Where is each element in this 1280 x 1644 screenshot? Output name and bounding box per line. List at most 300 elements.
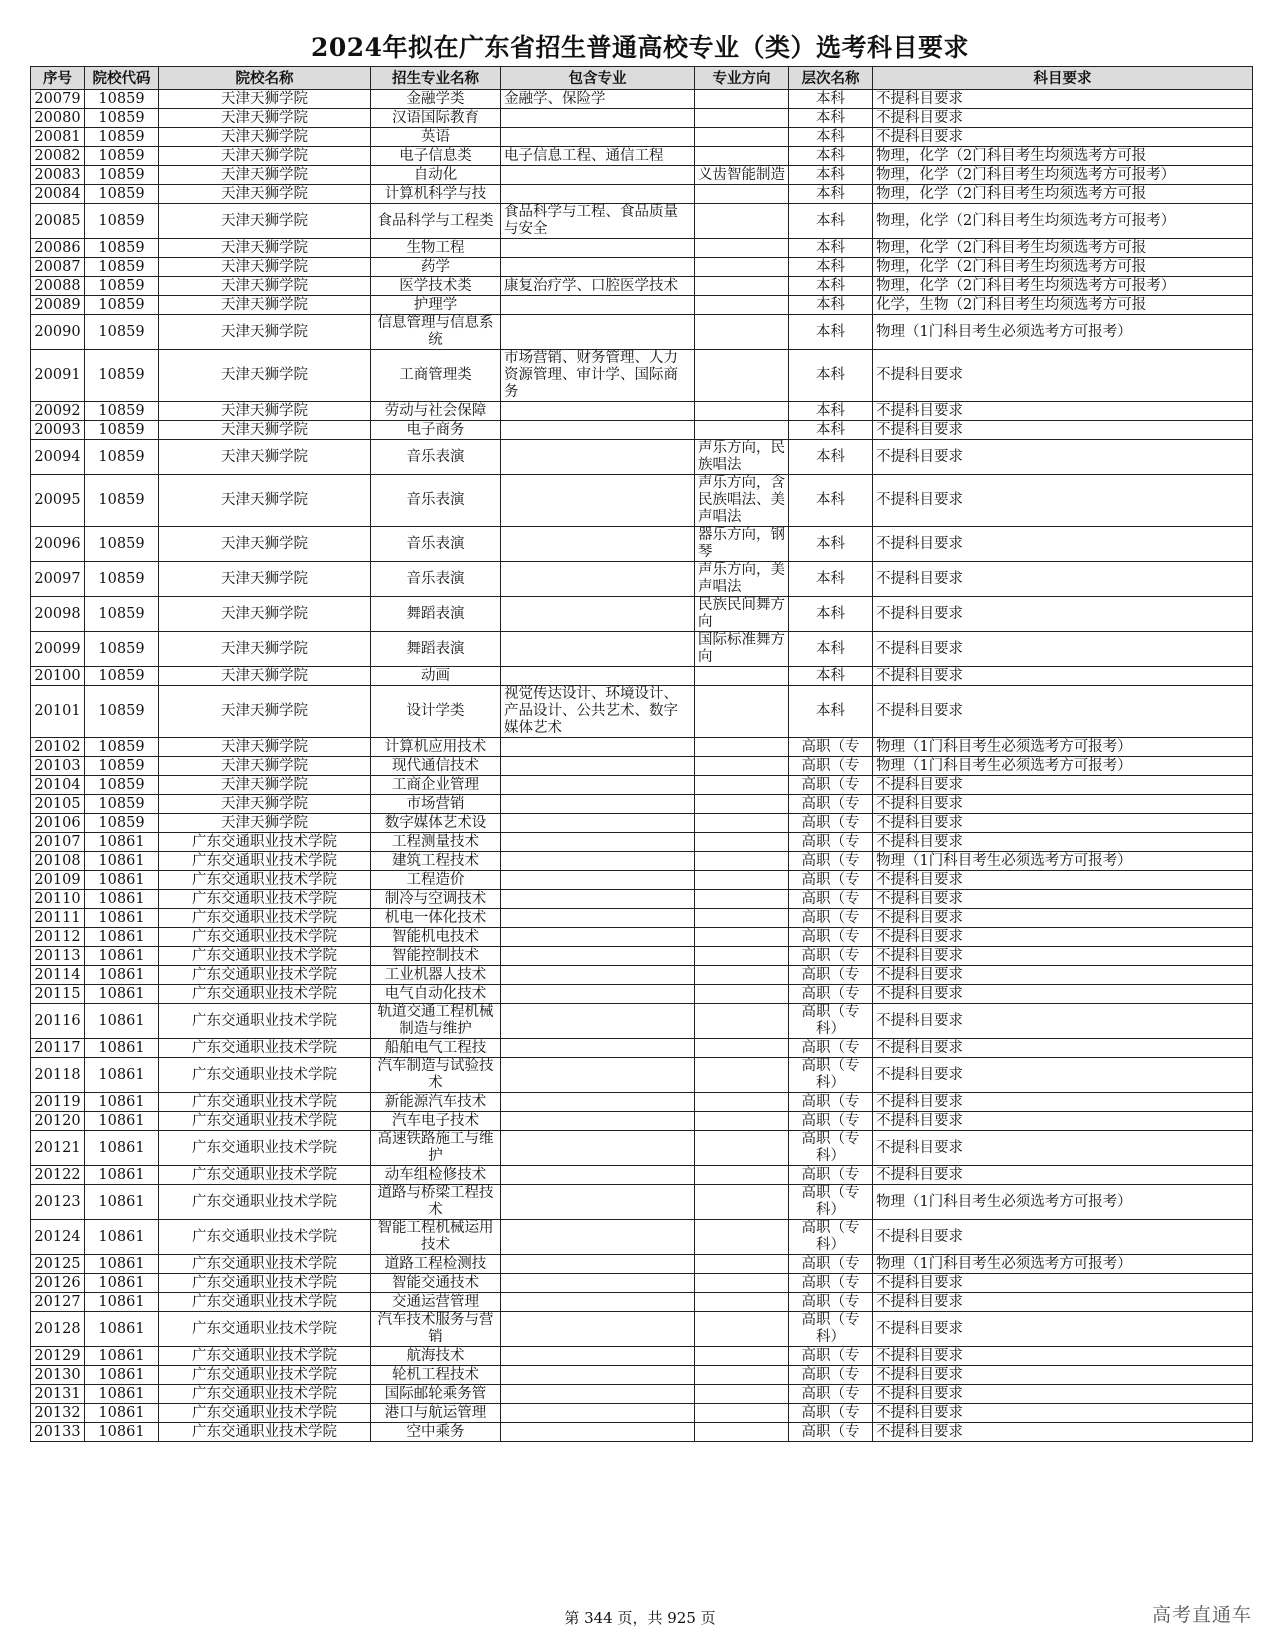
cell-major-name: 护理学	[371, 296, 501, 315]
cell-level: 本科	[789, 239, 873, 258]
cell-school-code: 10859	[85, 350, 159, 402]
cell-subject-req: 物理，化学（2门科目考生均须选考方可报	[873, 147, 1253, 166]
cell-school-name: 天津天狮学院	[159, 421, 371, 440]
cell-major-name: 音乐表演	[371, 440, 501, 475]
cell-direction	[695, 966, 789, 985]
cell-subject-req: 不提科目要求	[873, 890, 1253, 909]
cell-seq: 20125	[31, 1255, 85, 1274]
cell-level: 高职（专	[789, 985, 873, 1004]
cell-school-name: 天津天狮学院	[159, 128, 371, 147]
cell-school-name: 天津天狮学院	[159, 90, 371, 109]
cell-major-name: 汽车技术服务与营销	[371, 1312, 501, 1347]
cell-major-name: 动画	[371, 667, 501, 686]
cell-school-name: 广东交通职业技术学院	[159, 1423, 371, 1442]
cell-major-name: 计算机应用技术	[371, 738, 501, 757]
cell-school-name: 天津天狮学院	[159, 109, 371, 128]
cell-direction	[695, 757, 789, 776]
table-row	[31, 632, 1253, 667]
cell-school-code: 10861	[85, 966, 159, 985]
cell-seq: 20084	[31, 185, 85, 204]
cell-subject-req: 物理，化学（2门科目考生均须选考方可报考）	[873, 277, 1253, 296]
cell-direction	[695, 667, 789, 686]
cell-included-majors	[501, 185, 695, 204]
cell-level: 高职（专	[789, 776, 873, 795]
cell-school-name: 广东交通职业技术学院	[159, 1112, 371, 1131]
table-row	[31, 350, 1253, 402]
cell-level: 本科	[789, 475, 873, 527]
cell-included-majors	[501, 909, 695, 928]
cell-major-name: 港口与航运管理	[371, 1404, 501, 1423]
cell-school-name: 天津天狮学院	[159, 204, 371, 239]
cell-included-majors	[501, 776, 695, 795]
cell-included-majors	[501, 1166, 695, 1185]
cell-school-code: 10861	[85, 1404, 159, 1423]
cell-seq: 20087	[31, 258, 85, 277]
cell-school-name: 广东交通职业技术学院	[159, 1185, 371, 1220]
cell-included-majors	[501, 1423, 695, 1442]
cell-seq: 20121	[31, 1131, 85, 1166]
cell-major-name: 汽车制造与试验技术	[371, 1058, 501, 1093]
cell-school-code: 10861	[85, 1039, 159, 1058]
table-row	[31, 1220, 1253, 1255]
table-row	[31, 562, 1253, 597]
table-row	[31, 1347, 1253, 1366]
cell-school-code: 10861	[85, 890, 159, 909]
cell-major-name: 市场营销	[371, 795, 501, 814]
cell-direction	[695, 90, 789, 109]
cell-level: 高职（专	[789, 757, 873, 776]
cell-subject-req: 化学，生物（2门科目考生均须选考方可报	[873, 296, 1253, 315]
cell-included-majors	[501, 985, 695, 1004]
cell-seq: 20097	[31, 562, 85, 597]
cell-school-code: 10861	[85, 1366, 159, 1385]
cell-major-name: 医学技术类	[371, 277, 501, 296]
cell-major-name: 生物工程	[371, 239, 501, 258]
col-header-included-majors: 包含专业	[501, 67, 695, 90]
cell-seq: 20110	[31, 890, 85, 909]
cell-school-code: 10861	[85, 1131, 159, 1166]
cell-subject-req: 不提科目要求	[873, 1112, 1253, 1131]
cell-direction	[695, 1166, 789, 1185]
cell-school-code: 10861	[85, 909, 159, 928]
cell-subject-req: 物理，化学（2门科目考生均须选考方可报考）	[873, 204, 1253, 239]
cell-included-majors	[501, 239, 695, 258]
cell-included-majors	[501, 258, 695, 277]
cell-subject-req: 物理，化学（2门科目考生均须选考方可报考）	[873, 166, 1253, 185]
cell-included-majors	[501, 1185, 695, 1220]
cell-school-name: 广东交通职业技术学院	[159, 947, 371, 966]
cell-school-code: 10859	[85, 166, 159, 185]
cell-school-code: 10861	[85, 1312, 159, 1347]
cell-level: 高职（专	[789, 1255, 873, 1274]
cell-level: 本科	[789, 258, 873, 277]
table-row	[31, 1312, 1253, 1347]
cell-level: 本科	[789, 440, 873, 475]
table-row	[31, 1112, 1253, 1131]
cell-level: 本科	[789, 128, 873, 147]
cell-included-majors	[501, 1058, 695, 1093]
table-row	[31, 985, 1253, 1004]
cell-included-majors: 市场营销、财务管理、人力资源管理、审计学、国际商务	[501, 350, 695, 402]
cell-direction	[695, 1423, 789, 1442]
cell-major-name: 设计学类	[371, 686, 501, 738]
cell-included-majors	[501, 1093, 695, 1112]
cell-subject-req: 物理（1门科目考生必须选考方可报考）	[873, 315, 1253, 350]
table-row	[31, 852, 1253, 871]
cell-level: 高职（专科）	[789, 1312, 873, 1347]
cell-level: 高职（专科）	[789, 1058, 873, 1093]
cell-direction	[695, 890, 789, 909]
cell-school-name: 天津天狮学院	[159, 814, 371, 833]
cell-major-name: 数字媒体艺术设	[371, 814, 501, 833]
cell-school-code: 10861	[85, 1423, 159, 1442]
cell-direction	[695, 277, 789, 296]
cell-direction	[695, 814, 789, 833]
cell-level: 高职（专	[789, 852, 873, 871]
table-row	[31, 128, 1253, 147]
cell-school-code: 10859	[85, 421, 159, 440]
cell-subject-req: 不提科目要求	[873, 597, 1253, 632]
cell-subject-req: 不提科目要求	[873, 1312, 1253, 1347]
cell-seq: 20099	[31, 632, 85, 667]
cell-direction	[695, 1255, 789, 1274]
cell-direction	[695, 852, 789, 871]
cell-included-majors	[501, 109, 695, 128]
cell-school-name: 广东交通职业技术学院	[159, 833, 371, 852]
cell-included-majors	[501, 1220, 695, 1255]
page-footer: 第 344 页，共 925 页	[564, 1609, 716, 1627]
table-row	[31, 1274, 1253, 1293]
cell-direction	[695, 871, 789, 890]
cell-direction	[695, 1185, 789, 1220]
cell-school-name: 广东交通职业技术学院	[159, 1004, 371, 1039]
cell-school-name: 广东交通职业技术学院	[159, 1385, 371, 1404]
cell-subject-req: 不提科目要求	[873, 966, 1253, 985]
cell-subject-req: 不提科目要求	[873, 1166, 1253, 1185]
cell-subject-req: 不提科目要求	[873, 109, 1253, 128]
cell-school-code: 10859	[85, 632, 159, 667]
cell-included-majors	[501, 947, 695, 966]
cell-seq: 20101	[31, 686, 85, 738]
cell-school-code: 10861	[85, 1255, 159, 1274]
cell-included-majors: 视觉传达设计、环境设计、产品设计、公共艺术、数字媒体艺术	[501, 686, 695, 738]
cell-school-code: 10861	[85, 947, 159, 966]
cell-level: 本科	[789, 166, 873, 185]
cell-major-name: 智能交通技术	[371, 1274, 501, 1293]
cell-school-name: 天津天狮学院	[159, 239, 371, 258]
cell-level: 高职（专	[789, 795, 873, 814]
table-row	[31, 1404, 1253, 1423]
cell-major-name: 舞蹈表演	[371, 597, 501, 632]
cell-major-name: 建筑工程技术	[371, 852, 501, 871]
cell-level: 高职（专	[789, 1366, 873, 1385]
cell-direction: 器乐方向，钢琴	[695, 527, 789, 562]
cell-included-majors	[501, 928, 695, 947]
brand-watermark: 高考直通车	[1151, 1604, 1252, 1626]
cell-school-code: 10859	[85, 776, 159, 795]
cell-school-name: 天津天狮学院	[159, 147, 371, 166]
cell-level: 高职（专	[789, 1404, 873, 1423]
table-header-row	[31, 67, 1253, 90]
table-row	[31, 527, 1253, 562]
cell-major-name: 劳动与社会保障	[371, 402, 501, 421]
cell-included-majors	[501, 315, 695, 350]
cell-major-name: 智能机电技术	[371, 928, 501, 947]
cell-level: 高职（专	[789, 928, 873, 947]
cell-seq: 20096	[31, 527, 85, 562]
cell-level: 高职（专	[789, 1093, 873, 1112]
cell-school-code: 10861	[85, 852, 159, 871]
col-header-school-name: 院校名称	[159, 67, 371, 90]
cell-direction	[695, 1366, 789, 1385]
cell-school-code: 10861	[85, 1004, 159, 1039]
cell-school-code: 10859	[85, 109, 159, 128]
cell-school-name: 广东交通职业技术学院	[159, 1093, 371, 1112]
cell-included-majors	[501, 852, 695, 871]
cell-included-majors	[501, 1347, 695, 1366]
cell-direction	[695, 776, 789, 795]
cell-subject-req: 不提科目要求	[873, 871, 1253, 890]
cell-school-code: 10859	[85, 597, 159, 632]
cell-subject-req: 不提科目要求	[873, 475, 1253, 527]
cell-major-name: 电气自动化技术	[371, 985, 501, 1004]
cell-included-majors	[501, 871, 695, 890]
cell-included-majors	[501, 966, 695, 985]
cell-school-name: 广东交通职业技术学院	[159, 1255, 371, 1274]
cell-direction	[695, 1293, 789, 1312]
cell-level: 高职（专	[789, 909, 873, 928]
cell-direction: 民族民间舞方向	[695, 597, 789, 632]
table-row	[31, 928, 1253, 947]
table-row	[31, 147, 1253, 166]
cell-school-name: 广东交通职业技术学院	[159, 1293, 371, 1312]
table-row	[31, 239, 1253, 258]
cell-school-code: 10859	[85, 667, 159, 686]
cell-subject-req: 不提科目要求	[873, 527, 1253, 562]
cell-included-majors	[501, 738, 695, 757]
cell-level: 本科	[789, 350, 873, 402]
cell-school-name: 广东交通职业技术学院	[159, 1274, 371, 1293]
cell-direction	[695, 928, 789, 947]
cell-school-code: 10859	[85, 315, 159, 350]
cell-school-code: 10859	[85, 147, 159, 166]
cell-included-majors	[501, 597, 695, 632]
cell-school-code: 10859	[85, 204, 159, 239]
cell-school-code: 10861	[85, 833, 159, 852]
cell-direction	[695, 258, 789, 277]
cell-seq: 20111	[31, 909, 85, 928]
cell-school-name: 广东交通职业技术学院	[159, 909, 371, 928]
cell-school-name: 天津天狮学院	[159, 402, 371, 421]
cell-school-code: 10859	[85, 90, 159, 109]
cell-school-code: 10859	[85, 277, 159, 296]
cell-level: 高职（专	[789, 1112, 873, 1131]
cell-seq: 20123	[31, 1185, 85, 1220]
cell-school-name: 天津天狮学院	[159, 795, 371, 814]
col-header-seq: 序号	[31, 67, 85, 90]
cell-school-name: 广东交通职业技术学院	[159, 1058, 371, 1093]
cell-school-code: 10861	[85, 871, 159, 890]
cell-school-name: 天津天狮学院	[159, 776, 371, 795]
cell-subject-req: 物理（1门科目考生必须选考方可报考）	[873, 1255, 1253, 1274]
cell-seq: 20109	[31, 871, 85, 890]
cell-included-majors	[501, 562, 695, 597]
table-row	[31, 738, 1253, 757]
cell-seq: 20130	[31, 1366, 85, 1385]
cell-subject-req: 物理（1门科目考生必须选考方可报考）	[873, 738, 1253, 757]
table-row	[31, 1131, 1253, 1166]
cell-major-name: 金融学类	[371, 90, 501, 109]
cell-subject-req: 不提科目要求	[873, 1385, 1253, 1404]
cell-seq: 20124	[31, 1220, 85, 1255]
cell-seq: 20126	[31, 1274, 85, 1293]
table-row	[31, 185, 1253, 204]
cell-school-name: 天津天狮学院	[159, 738, 371, 757]
table-row	[31, 315, 1253, 350]
cell-subject-req: 不提科目要求	[873, 928, 1253, 947]
table-row	[31, 776, 1253, 795]
cell-seq: 20129	[31, 1347, 85, 1366]
cell-seq: 20092	[31, 402, 85, 421]
cell-level: 高职（专	[789, 871, 873, 890]
cell-level: 本科	[789, 597, 873, 632]
cell-subject-req: 物理（1门科目考生必须选考方可报考）	[873, 1185, 1253, 1220]
cell-level: 高职（专	[789, 833, 873, 852]
cell-school-name: 广东交通职业技术学院	[159, 871, 371, 890]
cell-school-code: 10859	[85, 475, 159, 527]
cell-direction	[695, 147, 789, 166]
table-row	[31, 1004, 1253, 1039]
cell-direction	[695, 402, 789, 421]
cell-subject-req: 物理，化学（2门科目考生均须选考方可报	[873, 185, 1253, 204]
table-row	[31, 1039, 1253, 1058]
cell-included-majors	[501, 166, 695, 185]
cell-major-name: 工商企业管理	[371, 776, 501, 795]
cell-major-name: 现代通信技术	[371, 757, 501, 776]
cell-seq: 20127	[31, 1293, 85, 1312]
cell-included-majors	[501, 1404, 695, 1423]
cell-subject-req: 不提科目要求	[873, 1039, 1253, 1058]
cell-level: 本科	[789, 315, 873, 350]
cell-direction	[695, 1220, 789, 1255]
cell-school-name: 广东交通职业技术学院	[159, 985, 371, 1004]
cell-level: 本科	[789, 667, 873, 686]
table-row	[31, 402, 1253, 421]
cell-school-name: 广东交通职业技术学院	[159, 1166, 371, 1185]
cell-direction	[695, 421, 789, 440]
cell-subject-req: 不提科目要求	[873, 128, 1253, 147]
cell-major-name: 道路与桥梁工程技术	[371, 1185, 501, 1220]
cell-subject-req: 物理（1门科目考生必须选考方可报考）	[873, 757, 1253, 776]
cell-major-name: 音乐表演	[371, 527, 501, 562]
cell-school-code: 10859	[85, 239, 159, 258]
cell-seq: 20105	[31, 795, 85, 814]
cell-included-majors: 康复治疗学、口腔医学技术	[501, 277, 695, 296]
cell-subject-req: 不提科目要求	[873, 985, 1253, 1004]
cell-school-code: 10861	[85, 1093, 159, 1112]
cell-seq: 20122	[31, 1166, 85, 1185]
cell-school-code: 10861	[85, 1112, 159, 1131]
cell-seq: 20088	[31, 277, 85, 296]
cell-direction	[695, 1039, 789, 1058]
cell-direction	[695, 296, 789, 315]
table-row	[31, 1093, 1253, 1112]
cell-school-name: 广东交通职业技术学院	[159, 966, 371, 985]
cell-included-majors	[501, 1366, 695, 1385]
cell-direction	[695, 1347, 789, 1366]
cell-seq: 20113	[31, 947, 85, 966]
cell-direction	[695, 833, 789, 852]
cell-school-name: 广东交通职业技术学院	[159, 852, 371, 871]
cell-included-majors	[501, 1274, 695, 1293]
cell-included-majors	[501, 1312, 695, 1347]
cell-school-code: 10861	[85, 928, 159, 947]
cell-subject-req: 不提科目要求	[873, 1274, 1253, 1293]
table-row	[31, 597, 1253, 632]
cell-school-name: 天津天狮学院	[159, 185, 371, 204]
cell-included-majors	[501, 421, 695, 440]
cell-seq: 20079	[31, 90, 85, 109]
cell-level: 本科	[789, 296, 873, 315]
cell-major-name: 食品科学与工程类	[371, 204, 501, 239]
cell-school-name: 天津天狮学院	[159, 667, 371, 686]
cell-school-name: 广东交通职业技术学院	[159, 928, 371, 947]
cell-subject-req: 不提科目要求	[873, 350, 1253, 402]
table-row	[31, 757, 1253, 776]
cell-seq: 20114	[31, 966, 85, 985]
cell-direction	[695, 239, 789, 258]
cell-major-name: 工业机器人技术	[371, 966, 501, 985]
cell-major-name: 工商管理类	[371, 350, 501, 402]
cell-seq: 20132	[31, 1404, 85, 1423]
table-row	[31, 1366, 1253, 1385]
cell-school-code: 10861	[85, 1058, 159, 1093]
cell-school-code: 10861	[85, 1166, 159, 1185]
cell-seq: 20131	[31, 1385, 85, 1404]
table-row	[31, 795, 1253, 814]
cell-direction	[695, 1274, 789, 1293]
cell-major-name: 工程测量技术	[371, 833, 501, 852]
cell-seq: 20090	[31, 315, 85, 350]
cell-seq: 20091	[31, 350, 85, 402]
cell-seq: 20116	[31, 1004, 85, 1039]
cell-school-name: 广东交通职业技术学院	[159, 1366, 371, 1385]
cell-level: 本科	[789, 632, 873, 667]
table-row	[31, 947, 1253, 966]
table-row	[31, 204, 1253, 239]
cell-direction: 声乐方向，含民族唱法、美声唱法	[695, 475, 789, 527]
table-row	[31, 475, 1253, 527]
table-row	[31, 1255, 1253, 1274]
cell-major-name: 制冷与空调技术	[371, 890, 501, 909]
cell-direction	[695, 185, 789, 204]
cell-subject-req: 不提科目要求	[873, 1366, 1253, 1385]
cell-direction	[695, 315, 789, 350]
table-row	[31, 1385, 1253, 1404]
cell-school-name: 广东交通职业技术学院	[159, 1131, 371, 1166]
cell-level: 本科	[789, 109, 873, 128]
cell-major-name: 工程造价	[371, 871, 501, 890]
cell-subject-req: 不提科目要求	[873, 632, 1253, 667]
cell-seq: 20095	[31, 475, 85, 527]
cell-school-name: 广东交通职业技术学院	[159, 1039, 371, 1058]
page-title: 2024年拟在广东省招生普通高校专业（类）选考科目要求	[310, 33, 970, 62]
cell-major-name: 音乐表演	[371, 562, 501, 597]
cell-seq: 20119	[31, 1093, 85, 1112]
cell-direction	[695, 686, 789, 738]
cell-seq: 20115	[31, 985, 85, 1004]
cell-school-name: 广东交通职业技术学院	[159, 890, 371, 909]
